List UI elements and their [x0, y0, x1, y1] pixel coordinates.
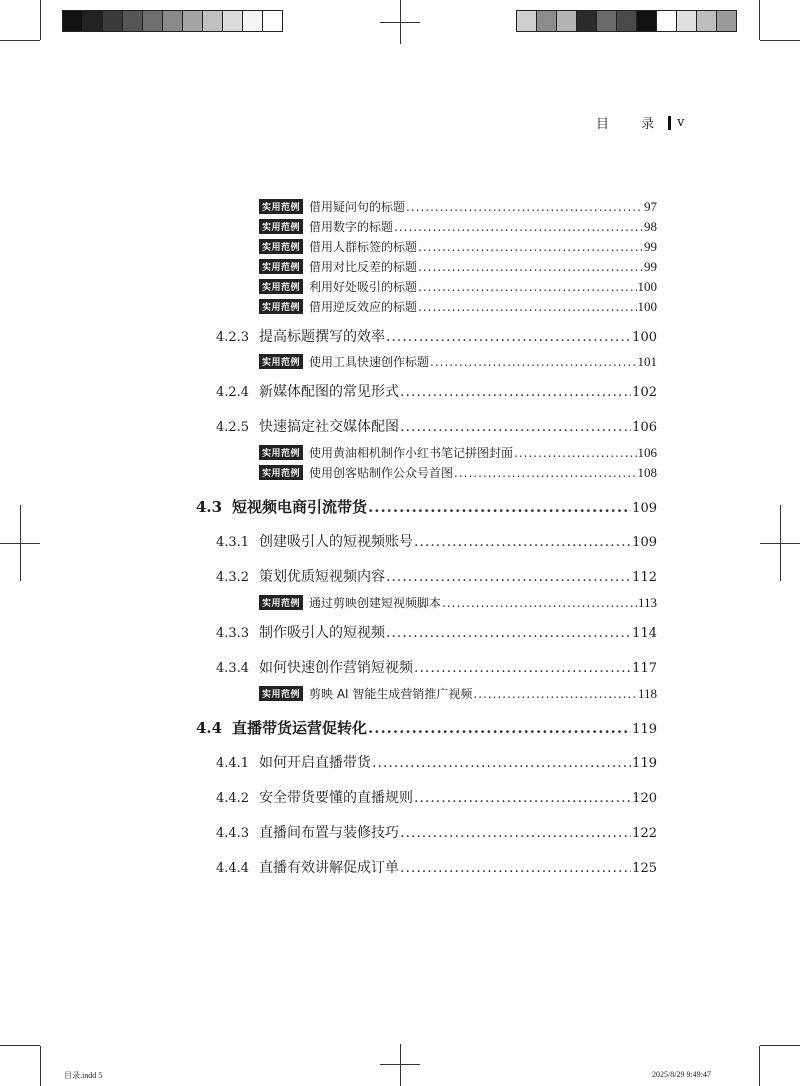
entry-page-number: 99 — [644, 259, 657, 274]
entry-page-number: 102 — [632, 385, 657, 400]
entry-title: 直播间布置与装修技巧 — [259, 825, 399, 841]
leader-dots — [400, 825, 631, 841]
toc-example-entry[interactable] — [259, 218, 657, 235]
entry-page-number: 113 — [637, 595, 657, 610]
toc-example-entry[interactable] — [259, 258, 657, 275]
entry-page-number: 97 — [644, 199, 657, 214]
crop-mark — [40, 0, 41, 40]
leader-dots — [418, 280, 636, 294]
leader-dots — [372, 755, 631, 771]
example-badge: 实用范例 — [259, 219, 303, 234]
toc-example-entry[interactable] — [259, 685, 657, 702]
entry-page-number: 119 — [632, 756, 657, 771]
color-swatch — [63, 11, 83, 31]
entry-page-number: 112 — [632, 570, 657, 585]
crop-mark — [759, 1046, 760, 1086]
entry-page-number: 100 — [637, 299, 657, 314]
example-badge: 实用范例 — [259, 199, 303, 214]
entry-page-number: 108 — [637, 465, 657, 480]
header-title: 目 录 — [596, 117, 669, 132]
entry-title: 借用对比反差的标题 — [309, 260, 418, 274]
entry-title: 如何快速创作营销短视频 — [259, 660, 413, 676]
color-swatch — [163, 11, 183, 31]
entry-page-number: 100 — [632, 330, 657, 345]
toc-subsection-entry[interactable] — [216, 622, 657, 642]
entry-page-number: 118 — [637, 686, 657, 701]
entry-title: 借用疑问句的标题 — [309, 200, 406, 214]
subsection-number: 4.3.1 — [216, 535, 250, 550]
running-header — [596, 113, 685, 132]
color-swatch-bar-left — [62, 10, 283, 32]
toc-section-entry[interactable] — [196, 717, 657, 738]
entry-page-number: 117 — [632, 661, 657, 676]
subsection-number: 4.4.3 — [216, 826, 250, 841]
entry-page-number: 114 — [632, 626, 657, 641]
entry-title: 提高标题撰写的效率 — [259, 329, 385, 345]
leader-dots — [473, 687, 637, 701]
entry-title: 快速搞定社交媒体配图 — [259, 419, 399, 435]
entry-page-number: 98 — [644, 219, 657, 234]
toc-example-entry[interactable] — [259, 353, 657, 370]
subsection-number: 4.3.4 — [216, 661, 250, 676]
color-swatch — [243, 11, 263, 31]
toc-subsection-entry[interactable] — [216, 531, 657, 551]
toc-example-entry[interactable] — [259, 444, 657, 461]
crop-mark — [400, 1044, 401, 1086]
subsection-number: 4.2.3 — [216, 330, 250, 345]
subsection-number: 4.4.2 — [216, 791, 250, 806]
subsection-number: 4.2.4 — [216, 385, 250, 400]
section-number: 4.4 — [196, 719, 223, 737]
color-swatch — [717, 11, 736, 31]
crop-mark — [40, 1046, 41, 1086]
leader-dots — [400, 419, 631, 435]
toc-subsection-entry[interactable] — [216, 857, 657, 877]
toc-example-entry[interactable] — [259, 464, 657, 481]
entry-title: 使用工具快速创作标题 — [309, 355, 430, 369]
entry-title: 直播有效讲解促成订单 — [259, 860, 399, 876]
subsection-number: 4.2.5 — [216, 420, 250, 435]
color-swatch — [617, 11, 637, 31]
color-swatch — [143, 11, 163, 31]
footer-timestamp: 2025/8/29 9:49:47 — [652, 1070, 711, 1079]
example-badge: 实用范例 — [259, 686, 303, 701]
example-badge: 实用范例 — [259, 279, 303, 294]
leader-dots — [414, 660, 631, 676]
header-page-number: v — [677, 115, 685, 130]
crop-mark — [759, 0, 760, 40]
toc-subsection-entry[interactable] — [216, 326, 657, 346]
entry-page-number: 109 — [632, 501, 657, 516]
subsection-number: 4.4.4 — [216, 861, 250, 876]
leader-dots — [430, 355, 636, 369]
toc-subsection-entry[interactable] — [216, 416, 657, 436]
leader-dots — [406, 200, 643, 214]
entry-title: 新媒体配图的常见形式 — [259, 384, 399, 400]
leader-dots — [418, 300, 636, 314]
color-swatch-bar-right — [516, 10, 737, 32]
leader-dots — [386, 329, 631, 345]
example-badge: 实用范例 — [259, 259, 303, 274]
entry-title: 通过剪映创建短视频脚本 — [309, 596, 442, 610]
toc-subsection-entry[interactable] — [216, 822, 657, 842]
subsection-number: 4.4.1 — [216, 756, 250, 771]
toc-section-entry[interactable] — [196, 496, 657, 517]
crop-mark — [760, 40, 800, 41]
entry-page-number: 109 — [632, 535, 657, 550]
leader-dots — [368, 719, 631, 737]
entry-page-number: 120 — [632, 791, 657, 806]
color-swatch — [123, 11, 143, 31]
section-number: 4.3 — [196, 498, 223, 516]
leader-dots — [386, 569, 631, 585]
leader-dots — [418, 240, 643, 254]
entry-page-number: 106 — [632, 420, 657, 435]
crop-mark — [760, 1045, 800, 1046]
entry-page-number: 106 — [637, 445, 657, 460]
example-badge: 实用范例 — [259, 445, 303, 460]
color-swatch — [517, 11, 537, 31]
entry-page-number: 99 — [644, 239, 657, 254]
toc-subsection-entry[interactable] — [216, 752, 657, 772]
leader-dots — [514, 446, 636, 460]
color-swatch — [677, 11, 697, 31]
color-swatch — [657, 11, 677, 31]
entry-page-number: 101 — [637, 354, 657, 369]
leader-dots — [442, 596, 637, 610]
entry-page-number: 125 — [632, 861, 657, 876]
color-swatch — [597, 11, 617, 31]
example-badge: 实用范例 — [259, 465, 303, 480]
entry-page-number: 119 — [632, 722, 657, 737]
toc-subsection-entry[interactable] — [216, 566, 657, 586]
toc-subsection-entry[interactable] — [216, 381, 657, 401]
example-badge: 实用范例 — [259, 595, 303, 610]
entry-title: 使用创客贴制作公众号首图 — [309, 466, 454, 480]
leader-dots — [368, 498, 631, 516]
entry-title: 借用人群标签的标题 — [309, 240, 418, 254]
crop-mark — [0, 1045, 40, 1046]
toc-example-entry[interactable] — [259, 278, 657, 295]
entry-title: 直播带货运营促转化 — [232, 719, 368, 737]
example-badge: 实用范例 — [259, 239, 303, 254]
color-swatch — [83, 11, 103, 31]
crop-mark — [20, 505, 21, 581]
entry-title: 利用好处吸引的标题 — [309, 280, 418, 294]
color-swatch — [183, 11, 203, 31]
leader-dots — [418, 260, 643, 274]
color-swatch — [223, 11, 243, 31]
color-swatch — [537, 11, 557, 31]
leader-dots — [414, 790, 631, 806]
color-swatch — [103, 11, 123, 31]
crop-mark — [380, 1064, 420, 1065]
color-swatch — [263, 11, 282, 31]
entry-title: 借用数字的标题 — [309, 220, 394, 234]
leader-dots — [394, 220, 643, 234]
leader-dots — [386, 625, 631, 641]
crop-mark — [780, 505, 781, 581]
entry-title: 制作吸引人的短视频 — [259, 625, 385, 641]
color-swatch — [577, 11, 597, 31]
subsection-number: 4.3.3 — [216, 626, 250, 641]
entry-title: 策划优质短视频内容 — [259, 569, 385, 585]
header-divider — [668, 116, 671, 130]
color-swatch — [203, 11, 223, 31]
entry-page-number: 100 — [637, 279, 657, 294]
subsection-number: 4.3.2 — [216, 570, 250, 585]
toc-subsection-entry[interactable] — [216, 657, 657, 677]
leader-dots — [400, 860, 631, 876]
crop-mark — [0, 40, 40, 41]
toc-subsection-entry[interactable] — [216, 787, 657, 807]
leader-dots — [454, 466, 636, 480]
entry-title: 使用黄油相机制作小红书笔记拼图封面 — [309, 446, 514, 460]
footer-file-name: 目录.indd 5 — [64, 1071, 103, 1080]
leader-dots — [400, 384, 631, 400]
color-swatch — [697, 11, 717, 31]
entry-title: 短视频电商引流带货 — [232, 498, 368, 516]
entry-title: 剪映 AI 智能生成营销推广视频 — [309, 687, 473, 701]
example-badge: 实用范例 — [259, 299, 303, 314]
example-badge: 实用范例 — [259, 354, 303, 369]
entry-title: 如何开启直播带货 — [259, 755, 371, 771]
entry-page-number: 122 — [632, 826, 657, 841]
leader-dots — [414, 534, 631, 550]
entry-title: 借用逆反效应的标题 — [309, 300, 418, 314]
toc-example-entry[interactable] — [259, 298, 657, 315]
toc-example-entry[interactable] — [259, 198, 657, 215]
toc-example-entry[interactable] — [259, 238, 657, 255]
color-swatch — [557, 11, 577, 31]
entry-title: 安全带货要懂的直播规则 — [259, 790, 413, 806]
toc-example-entry[interactable] — [259, 594, 657, 611]
entry-title: 创建吸引人的短视频账号 — [259, 534, 413, 550]
crop-mark — [380, 22, 420, 23]
color-swatch — [637, 11, 657, 31]
